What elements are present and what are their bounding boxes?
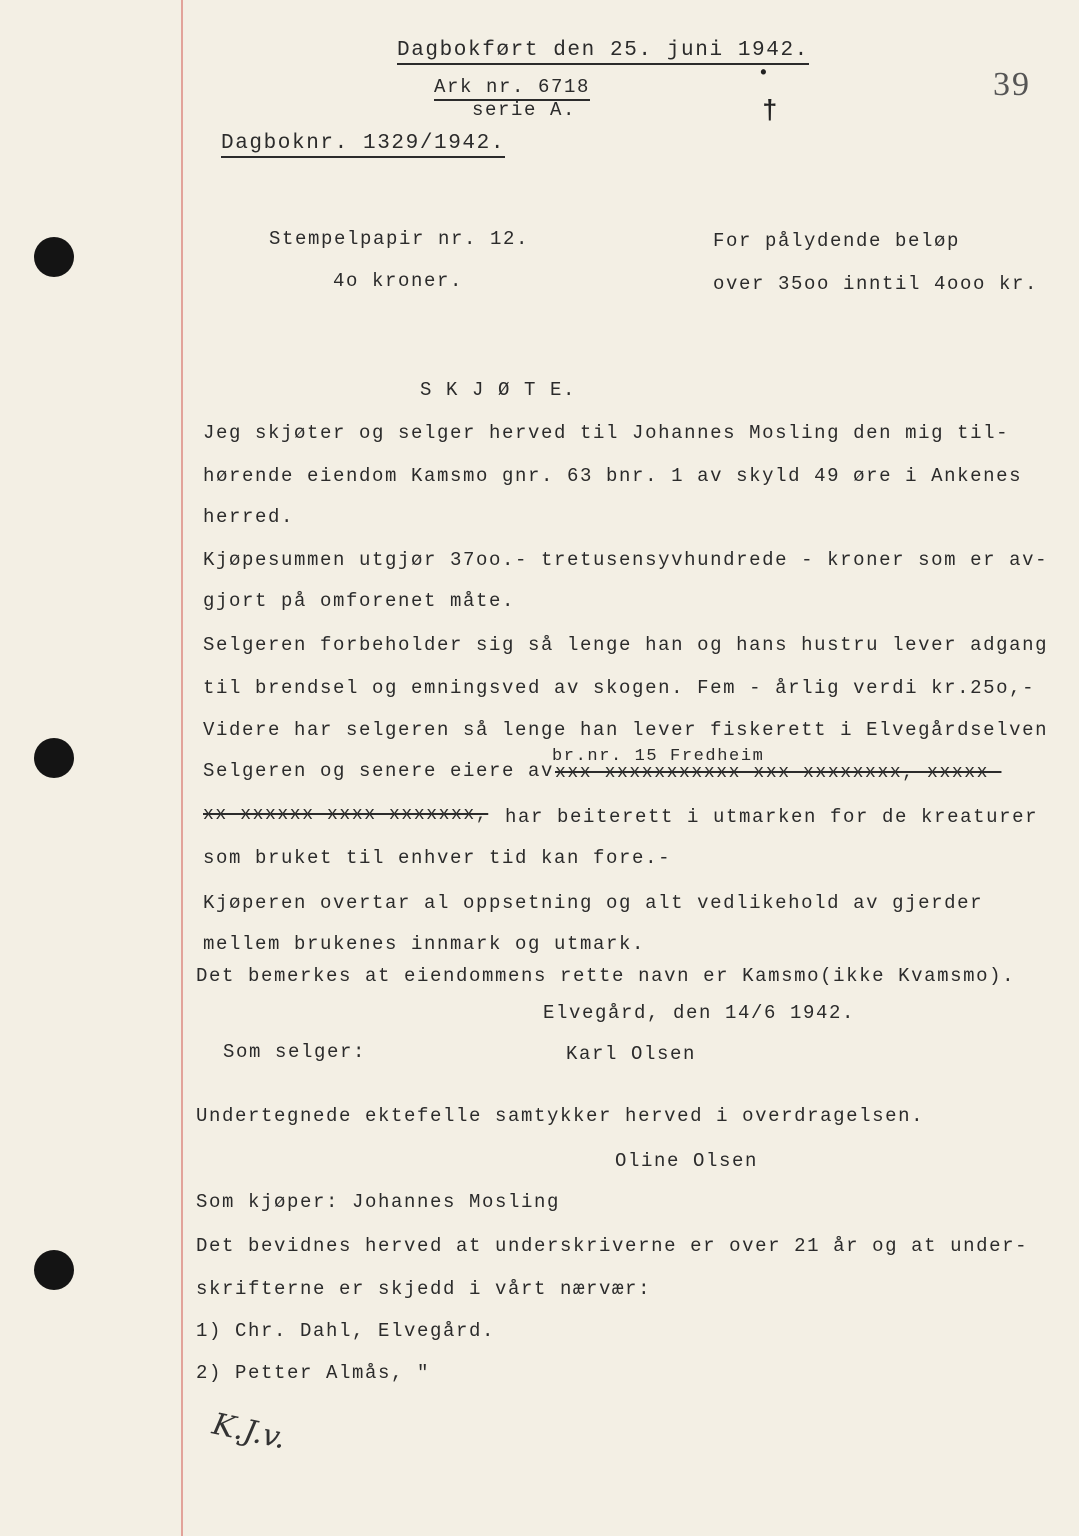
body-line: har beiterett i utmarken for de kreaturer [505, 806, 1039, 828]
body-line: Kjøpesummen utgjør 37oo.- tretusensyvhundrede - kroner som er av- [203, 549, 1049, 571]
page-number: 39 [993, 66, 1031, 103]
buyer-line: Som kjøper: Johannes Mosling [196, 1191, 561, 1213]
body-line: Kjøperen overtar al oppsetning og alt vedlikehold av gjerder [203, 892, 984, 914]
body-line: Jeg skjøter og selger herved til Johannes Mosling den mig til- [203, 422, 1010, 444]
ink-mark: • [758, 64, 769, 84]
witness-statement: skrifterne er skjedd i vårt nærvær: [196, 1278, 652, 1300]
witness-1: 1) Chr. Dahl, Elvegård. [196, 1320, 496, 1342]
handwritten-initials: K.J.v. [209, 1406, 289, 1457]
body-line: Selgeren forbeholder sig så lenge han og hans hustru lever adgang [203, 634, 1049, 656]
witness-2: 2) Petter Almås, " [196, 1362, 431, 1384]
body-line: Det bemerkes at eiendommens rette navn er Kamsmo(ikke Kvamsmo). [196, 965, 1016, 987]
spouse-consent: Undertegnede ektefelle samtykker herved i overdragelsen. [196, 1105, 925, 1127]
seller-name: Karl Olsen [566, 1043, 697, 1065]
body-line: som bruket til enhver tid kan fore.- [203, 847, 672, 869]
dagboknr-line: Dagboknr. 1329/1942. [221, 133, 505, 158]
punch-hole [34, 1250, 74, 1290]
punch-hole [34, 237, 74, 277]
margin-rule [181, 0, 183, 1536]
stamp-range-label: For pålydende beløp [713, 230, 961, 252]
witness-statement: Det bevidnes herved at underskriverne er over 21 år og at under- [196, 1235, 1029, 1257]
serie-label: serie A. [472, 99, 577, 121]
spouse-name: Oline Olsen [615, 1150, 759, 1172]
body-line: hørende eiendom Kamsmo gnr. 63 bnr. 1 av skyld 49 øre i Ankenes [203, 465, 1023, 487]
body-line: gjort på omforenet måte. [203, 590, 516, 612]
document-title: S K J Ø T E. [420, 379, 577, 401]
struck-text: xx xxxxxx xxxx xxxxxxx, [203, 805, 489, 825]
body-line: Selgeren og senere eiere av [203, 760, 555, 782]
body-line: til brendsel og emningsved av skogen. Fem - årlig verdi kr.25o,- [203, 677, 1036, 699]
stamp-paper-number: Stempelpapir nr. 12. [269, 228, 530, 250]
dagbokfort-line: Dagbokført den 25. juni 1942. [397, 40, 809, 65]
body-line: Videre har selgeren så lenge han lever fiskerett i Elvegårdselven [203, 719, 1049, 741]
body-line: mellem brukenes innmark og utmark. [203, 933, 646, 955]
ink-mark: † [762, 96, 778, 126]
struck-text: xxx xxxxxxxxxxx xxx xxxxxxxx, xxxxx- [555, 763, 1002, 783]
punch-hole [34, 738, 74, 778]
stamp-range: over 35oo inntil 4ooo kr. [713, 273, 1039, 295]
place-date: Elvegård, den 14/6 1942. [543, 1002, 856, 1024]
stamp-value: 4o kroner. [333, 270, 464, 292]
seller-label: Som selger: [223, 1041, 367, 1063]
ark-number: Ark nr. 6718 [434, 78, 590, 101]
interlinear-insert: br.nr. 15 Fredheim [552, 747, 765, 766]
body-line: herred. [203, 506, 295, 528]
